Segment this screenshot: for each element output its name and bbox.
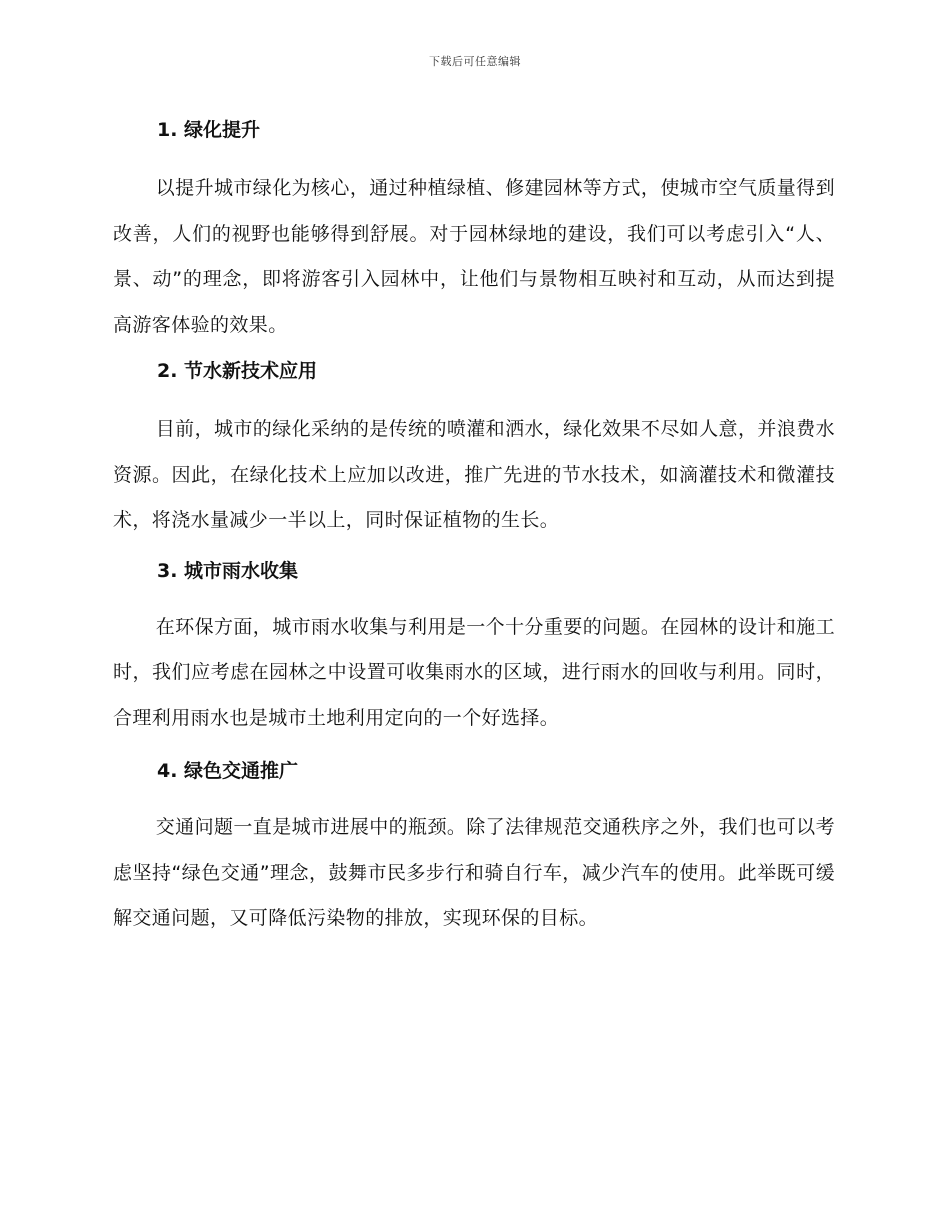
section-heading: 1. 绿化提升 xyxy=(157,119,261,141)
section-green-transport xyxy=(113,751,835,942)
section-water-saving xyxy=(113,351,835,544)
section-paragraph: 在环保方面，城市雨水收集与利用是一个十分重要的问题。在园林的设计和施工时，我们应考虑在园林之中设置可收集雨水的区域，进行雨水的回收与利用。同时，合理利用雨水也是城市土地利用定向的一个好选择。 xyxy=(113,615,835,729)
section-heading: 3. 城市雨水收集 xyxy=(157,559,299,582)
section-paragraph: 目前，城市的绿化采纳的是传统的喷灌和洒水，绿化效果不尽如人意，并浪费水资源。因此，在绿化技术上应加以改进，推广先进的节水技术，如滴灌技术和微灌技术，将浇水量减少一半以上，同时保证植物的生长。 xyxy=(113,418,835,531)
section-heading: 2. 节水新技术应用 xyxy=(157,360,318,382)
section-paragraph: 交通问题一直是城市进展中的瓶颈。除了法律规范交通秩序之外，我们也可以考虑坚持“绿色交通”理念，鼓舞市民多步行和骑自行车，减少汽车的使用。此举既可缓解交通问题，又可降低污染物的排放，实现环保的目标。 xyxy=(113,816,835,929)
page-header: 下载后可任意编辑 xyxy=(429,55,521,68)
section-rainwater xyxy=(113,551,835,742)
document-content xyxy=(113,110,835,942)
section-heading: 4. 绿色交通推广 xyxy=(157,760,299,782)
section-paragraph: 以提升城市绿化为核心，通过种植绿植、修建园林等方式，使城市空气质量得到改善，人们的视野也能够得到舒展。对于园林绿地的建设，我们可以考虑引入“人、景、动”的理念，即将游客引入园林中，让他们与景物相互映衬和互动，从而达到提高游客体验的效果。 xyxy=(113,177,835,336)
section-greening xyxy=(113,110,835,348)
